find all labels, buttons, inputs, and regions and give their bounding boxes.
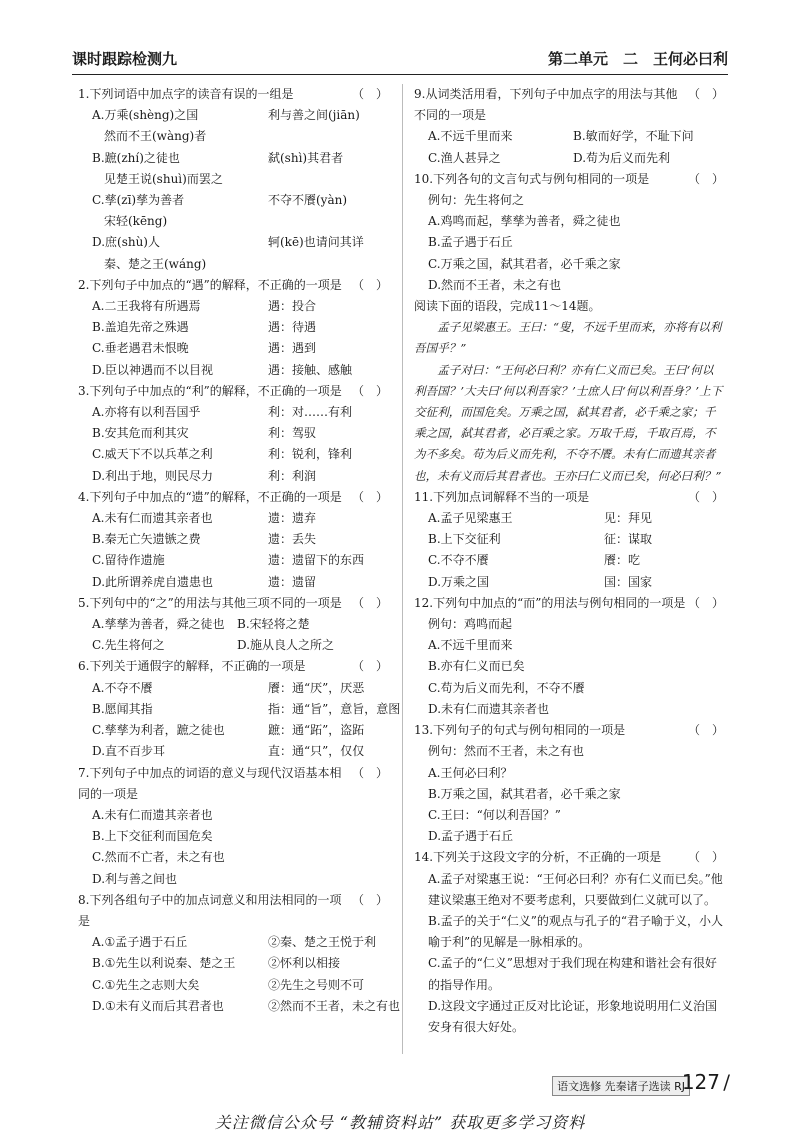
option-row (78, 678, 388, 699)
option-row (78, 190, 388, 211)
option-line: B.上下交征利而国危矣 (92, 829, 213, 844)
option-line: D.这段文字通过正反对比论证，形象地说明用仁义治国安身有很大好处。 (428, 998, 718, 1034)
question-text: 5.下列句中的“之”的用法与其他三项不同的一项是 (78, 595, 342, 610)
option-text: B.愿闻其指 (92, 701, 153, 716)
answer-paren: （ ） (687, 850, 724, 865)
option-row (78, 550, 388, 571)
question-stem (78, 487, 388, 508)
page-slash: / (723, 1070, 730, 1094)
question-text: 8.下列各组句子中的加点词意义和用法相同的一项是 (78, 892, 342, 928)
option-line: B.万乘之国，弑其君者，必千乘之家 (428, 786, 621, 801)
option-gloss: 遗：遗留 (268, 574, 317, 589)
option-line: 例句：鸡鸣而起 (428, 617, 513, 632)
option-text: B.宋轻将之楚 (237, 617, 310, 632)
option-text: D.臣以神遇而不以目视 (92, 362, 214, 377)
question-stem (78, 890, 388, 932)
option-gloss: 遇：遇到 (268, 341, 317, 356)
option-line: A.王何必曰利？ (428, 765, 513, 780)
answer-paren: （ ） (351, 892, 388, 907)
option-text: A.不夺不餍 (92, 680, 153, 695)
option-row (78, 466, 388, 487)
option-row (78, 360, 388, 381)
option-row (78, 529, 388, 550)
option-row (78, 614, 388, 635)
option-text: D.①未有义而后其君者也 (92, 998, 224, 1013)
passage-paragraph: 孟子对曰：“王何必曰利？亦有仁义而已矣。王曰‘何以利吾国？’大夫曰‘何以利吾家？’士庶人曰‘何以利吾身？’上下交征利，而国危矣。万乘之国，弑其君者，必千乘之家；千乘之国，弑其君者，必百乘之家。万取千焉，千取百焉，不为不多矣。苟为后义而先利，不夺不餍。未有仁而遗其亲者也，未有义而后其君者也。王亦曰仁义而已矣，何必曰利？” (414, 362, 723, 483)
option-text: C.孳孳为利者，蹠之徒也 (92, 723, 225, 738)
option-line: 例句：先生将何之 (428, 193, 525, 208)
option-text: 然而不王(wàng)者 (92, 129, 207, 144)
option-gloss: 利与善之间(jiān) (268, 108, 360, 123)
option-line: D.未有仁而遗其亲者也 (428, 701, 550, 716)
option-row (78, 635, 388, 656)
option-text: B.安其危而利其灾 (92, 426, 189, 441)
answer-paren: （ ） (351, 383, 388, 398)
option-text: 秦、楚之王(wáng) (92, 256, 207, 271)
option-line: B.亦有仁义而已矣 (428, 659, 525, 674)
question-stem (78, 275, 388, 296)
option-row (414, 550, 724, 571)
answer-paren: （ ） (687, 87, 724, 101)
option-gloss: 遇：投合 (268, 299, 317, 314)
option-row (78, 444, 388, 465)
option-text: C.渔人甚异之 (428, 150, 501, 165)
option-gloss: 蹠：通“跖”，盗跖 (268, 723, 365, 738)
question-block (78, 381, 388, 487)
option-row (78, 699, 401, 720)
option-gloss: 餍：通“厌”，厌恶 (268, 680, 365, 695)
question-text: 2.下列句子中加点的“遇”的解释，不正确的一项是 (78, 277, 342, 292)
answer-paren: （ ） (351, 659, 388, 674)
option-row (78, 338, 388, 359)
question-block (414, 487, 724, 593)
option-text: C.①先生之志则大矣 (92, 977, 200, 992)
watermark-note: 关注微信公众号 “教辅资料站” 获取更多学习资料 (214, 1113, 586, 1132)
option-gloss: 利：利润 (268, 468, 317, 483)
question-block (414, 720, 724, 847)
option-text: C.留待作遗施 (92, 553, 165, 568)
question-stem (78, 763, 388, 805)
option-gloss: 弑(shì)其君者 (268, 150, 344, 165)
option-text: B.①先生以利说秦、楚之王 (92, 956, 236, 971)
option-gloss: 指：通“旨”，意旨，意图 (268, 701, 401, 716)
option-gloss: 遇：接触、感触 (268, 362, 353, 377)
question-text: 12.下列句中加点的“而”的用法与例句相同的一项是 (414, 595, 686, 610)
header-rule (72, 74, 728, 75)
question-text: 10.下列各句的文言句式与例句相同的一项是 (414, 171, 650, 186)
option-line: A.鸡鸣而起，孳孳为善者，舜之徒也 (428, 214, 621, 229)
option-text: D.直不百步耳 (92, 744, 166, 759)
question-block (78, 275, 388, 381)
option-line: D.然而不王者，未之有也 (428, 277, 562, 292)
question-text: 4.下列句子中加点的“遗”的解释，不正确的一项是 (78, 489, 342, 504)
question-block (414, 847, 724, 1038)
question-block (78, 890, 401, 1017)
option-row (78, 720, 388, 741)
unit-title: 第二单元 二 王何必曰利 (547, 50, 728, 68)
option-row (414, 572, 724, 593)
option-line: C.孟子的“仁义”思想对于我们现在构建和谐社会有很好的指导作用。 (428, 956, 717, 992)
answer-paren: （ ） (687, 489, 724, 504)
question-block (414, 593, 724, 720)
option-row (78, 953, 388, 974)
option-text: B.敏而好学，不耻下问 (573, 129, 694, 144)
column-divider (402, 84, 403, 1054)
option-row (78, 232, 388, 253)
option-gloss: 餍：吃 (604, 553, 641, 568)
question-text: 14.下列关于这段文字的分析，不正确的一项是 (414, 850, 662, 865)
option-line: B.孟子遇于石丘 (428, 235, 513, 250)
option-text: D.此所谓养虎自遗患也 (92, 574, 214, 589)
answer-paren: （ ） (687, 171, 724, 186)
question-stem (414, 169, 724, 190)
option-line: D.孟子遇于石丘 (428, 829, 514, 844)
option-gloss: 遗：遗弃 (268, 511, 317, 526)
option-text: A.不远千里而来 (428, 129, 513, 144)
option-row (78, 126, 388, 147)
option-text: D.万乘之国 (428, 574, 490, 589)
page-number: 127 (681, 1070, 720, 1094)
question-text: 1.下列词语中加点字的读音有误的一组是 (78, 87, 294, 101)
option-text: C.不夺不餍 (428, 553, 489, 568)
option-gloss: ②秦、楚之王悦于利 (268, 935, 377, 950)
option-gloss: 遇：待遇 (268, 320, 317, 335)
question-text: 3.下列句子中加点的“利”的解释，不正确的一项是 (78, 383, 342, 398)
option-line: A.不远千里而来 (428, 638, 513, 653)
option-row (414, 529, 724, 550)
question-block (78, 656, 401, 762)
option-gloss: 征：谋取 (604, 532, 653, 547)
option-row (78, 105, 388, 126)
question-stem (414, 487, 724, 508)
question-stem (78, 84, 388, 105)
question-stem (414, 84, 724, 126)
option-text: D.庶(shù)人 (92, 235, 160, 250)
option-line: C.苟为后义而先利，不夺不餍 (428, 680, 585, 695)
option-gloss: 不夺不餍(yàn) (268, 193, 348, 208)
option-text: C.先生将何之 (92, 638, 165, 653)
page-header (72, 48, 728, 74)
option-row (78, 254, 388, 275)
option-row (78, 572, 388, 593)
option-line: A.孟子对梁惠王说：“王何必曰利？亦有仁义而已矣。”他建议梁惠王绝对不要考虑利，只要做到仁义就可以了。 (428, 871, 723, 907)
question-text: 13.下列句子的句式与例句相同的一项是 (414, 723, 626, 738)
option-gloss: 利：驾驭 (268, 426, 317, 441)
question-text: 7.下列句子中加点的词语的意义与现代汉语基本相同的一项是 (78, 765, 342, 801)
question-stem (78, 656, 388, 677)
option-text: A.孟子见梁惠王 (428, 511, 513, 526)
option-gloss: 直：通“只”，仅仅 (268, 744, 365, 759)
option-text: B.秦无亡矢遗镞之费 (92, 532, 201, 547)
option-text: A.孳孳为善者，舜之徒也 (92, 617, 225, 632)
passage-paragraph: 孟子见梁惠王。王曰：“叟，不远千里而来，亦将有以利吾国乎？” (414, 320, 722, 356)
answer-paren: （ ） (351, 277, 388, 292)
option-gloss: 轲(kē)也请问其详 (268, 235, 364, 250)
answer-paren: （ ） (351, 765, 388, 780)
option-row (78, 508, 388, 529)
option-line: 例句：然而不王者，未之有也 (428, 744, 585, 759)
question-block (78, 487, 388, 593)
option-gloss: 遗：遗留下的东西 (268, 553, 365, 568)
option-gloss: 遗：丢失 (268, 532, 317, 547)
question-stem (414, 593, 724, 614)
option-row (78, 932, 388, 953)
option-text: A.二王我将有所遇焉 (92, 299, 201, 314)
left-column (78, 84, 401, 1017)
question-text: 9.从词类活用看，下列句子中加点字的用法与其他不同的一项是 (414, 87, 678, 123)
option-text: B.上下交征利 (428, 532, 501, 547)
option-text: 见楚王说(shuì)而罢之 (92, 171, 223, 186)
answer-paren: （ ） (687, 595, 724, 610)
question-block (78, 763, 388, 890)
option-gloss: ②然而不王者，未之有也 (268, 998, 401, 1013)
question-text: 6.下列关于通假字的解释，不正确的一项是 (78, 659, 306, 674)
option-row (78, 423, 388, 444)
option-row (78, 741, 388, 762)
option-line: D.利与善之间也 (92, 871, 178, 886)
option-row (78, 402, 388, 423)
option-row (414, 126, 724, 147)
option-row (78, 211, 388, 232)
option-text: D.苟为后义而先利 (573, 150, 671, 165)
option-text: A.亦将有以利吾国乎 (92, 405, 201, 420)
option-row (414, 148, 724, 169)
option-gloss: ②怀利以相接 (268, 956, 341, 971)
option-text: A.未有仁而遗其亲者也 (92, 511, 213, 526)
option-row (78, 148, 388, 169)
question-stem (78, 593, 388, 614)
option-line: C.然而不亡者，未之有也 (92, 850, 225, 865)
reading-intro: 阅读下面的语段，完成11～14题。 (414, 299, 601, 314)
option-line: A.未有仁而遗其亲者也 (92, 807, 213, 822)
option-text: D.施从良人之所之 (237, 638, 335, 653)
option-text: C.垂老遇君未恨晚 (92, 341, 189, 356)
option-text: B.盖追先帝之殊遇 (92, 320, 189, 335)
option-line: C.万乘之国，弑其君者，必千乘之家 (428, 256, 621, 271)
answer-paren: （ ） (351, 87, 388, 101)
option-row (414, 508, 724, 529)
option-text: 宋轻(kēng) (92, 214, 168, 229)
right-column (414, 84, 724, 1038)
book-badge: 语文选修 先秦诸子选读 RJ (552, 1076, 690, 1096)
option-gloss: 利：锐利，锋利 (268, 447, 353, 462)
option-line: C.王曰：“何以利吾国？” (428, 807, 561, 822)
option-text: B.蹠(zhí)之徒也 (92, 150, 180, 165)
option-gloss: ②先生之号则不可 (268, 977, 365, 992)
option-row (78, 975, 388, 996)
option-row (78, 296, 388, 317)
question-stem (414, 847, 724, 868)
question-stem (78, 381, 388, 402)
question-block (414, 84, 724, 169)
option-text: A.万乘(shèng)之国 (92, 108, 199, 123)
answer-paren: （ ） (687, 723, 724, 738)
question-block (78, 593, 388, 657)
question-block (414, 169, 724, 296)
option-text: A.①孟子遇于石丘 (92, 935, 188, 950)
answer-paren: （ ） (351, 595, 388, 610)
answer-paren: （ ） (351, 489, 388, 504)
question-text: 11.下列加点词解释不当的一项是 (414, 489, 590, 504)
option-row (78, 996, 401, 1017)
section-title: 课时跟踪检测九 (72, 50, 178, 68)
option-line: B.孟子的关于“仁义”的观点与孔子的“君子喻于义，小人喻于利”的见解是一脉相承的。 (428, 913, 724, 950)
option-row (78, 317, 388, 338)
option-gloss: 国：国家 (604, 574, 653, 589)
option-text: C.孳(zī)孳为善者 (92, 193, 185, 208)
question-block (78, 84, 388, 275)
question-stem (414, 720, 724, 741)
option-text: C.威天下不以兵革之利 (92, 447, 213, 462)
option-row (78, 169, 388, 190)
option-gloss: 利：对……有利 (268, 405, 353, 420)
option-gloss: 见：拜见 (604, 511, 653, 526)
option-text: D.利出于地，则民尽力 (92, 468, 214, 483)
